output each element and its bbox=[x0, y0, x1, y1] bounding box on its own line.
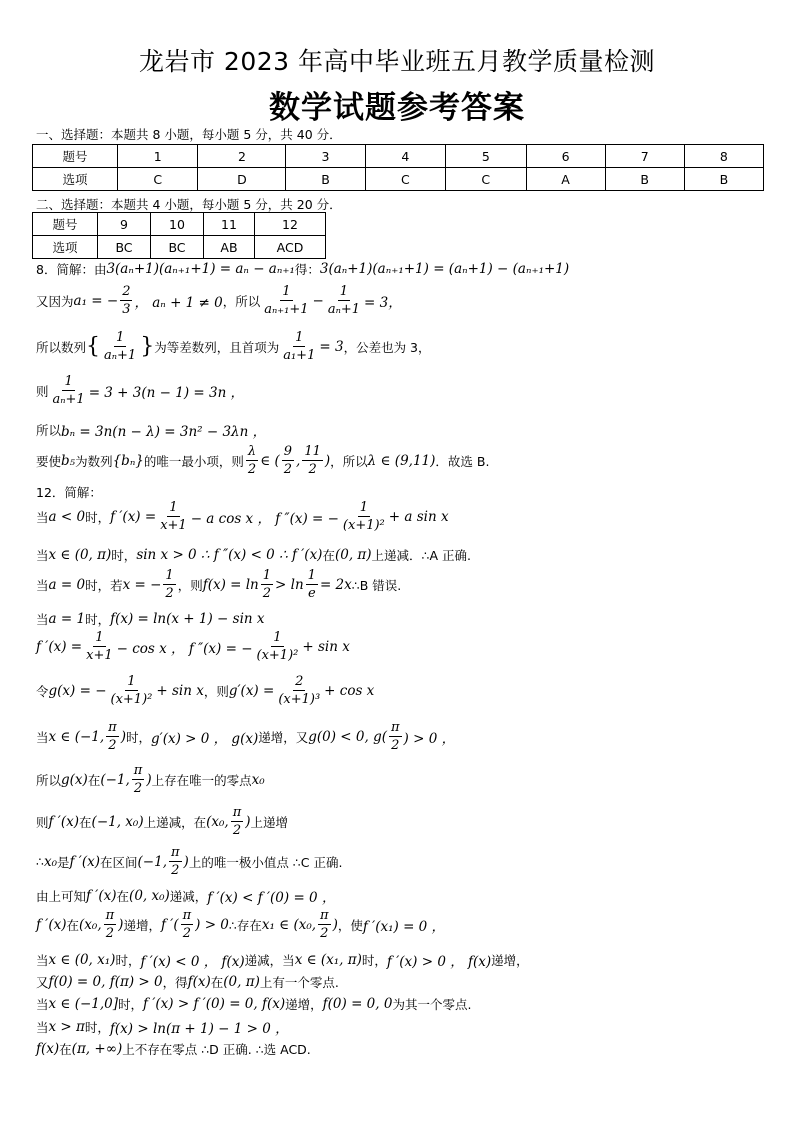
math-expression: + cos x bbox=[324, 682, 375, 699]
row-label-answer: 选项 bbox=[33, 236, 98, 259]
math-expression: ∈ ( bbox=[260, 452, 280, 469]
math-expression: f ′(x) bbox=[36, 916, 67, 933]
table-cell: 4 bbox=[365, 145, 445, 168]
table-cell: A bbox=[526, 168, 605, 191]
fraction bbox=[262, 284, 310, 317]
table-row bbox=[33, 213, 326, 236]
section2-heading: 二、选择题：本题共 4 小题，每小题 5 分，共 20 分． bbox=[36, 197, 342, 212]
solution-text: 令 bbox=[36, 683, 49, 699]
fraction-denominator: e bbox=[307, 586, 316, 601]
solution-line bbox=[36, 630, 350, 663]
solution-line bbox=[36, 1040, 311, 1058]
solution-text: 递减， bbox=[169, 889, 208, 904]
fraction bbox=[281, 330, 317, 363]
solution-text: 又 bbox=[36, 975, 49, 990]
math-expression: (x₀, bbox=[79, 916, 102, 933]
math-expression: f(x) = ln(x + 1) − sin x bbox=[110, 611, 265, 627]
solution-text: 为等差数列，且首项为 bbox=[154, 339, 280, 355]
solution-text: 上不存在零点 ∴D 正确. ∴选 ACD. bbox=[122, 1042, 311, 1057]
math-expression: (0, π) bbox=[334, 547, 372, 563]
math-expression: ) bbox=[118, 916, 124, 933]
fraction bbox=[104, 908, 117, 941]
solution-text: ∴存在 bbox=[228, 917, 262, 933]
fraction bbox=[318, 908, 331, 941]
fraction-denominator: x+1 bbox=[86, 648, 113, 663]
math-expression: f ′(x) = bbox=[110, 508, 157, 525]
math-expression: f ′( bbox=[160, 916, 179, 933]
fraction bbox=[51, 374, 87, 407]
table-cell: ACD bbox=[255, 236, 326, 259]
fraction-denominator: 2 bbox=[105, 926, 115, 941]
solution-line bbox=[36, 374, 244, 407]
math-expression: ) bbox=[146, 771, 152, 788]
solution-text: 在 bbox=[79, 814, 92, 830]
math-expression: (0, π) bbox=[223, 974, 260, 990]
fraction bbox=[169, 845, 182, 878]
math-expression: g′(x) = bbox=[228, 682, 275, 699]
solution-text: 时， bbox=[361, 953, 387, 968]
solution-text: 8．简解：由 bbox=[36, 262, 107, 277]
math-expression: − cos x ， f ″(x) = − bbox=[116, 640, 253, 657]
solution-text: 递增，又 bbox=[258, 729, 309, 745]
row-label-question: 题号 bbox=[33, 145, 118, 168]
solution-text: 上存在唯一的零点 bbox=[151, 772, 252, 788]
fraction-denominator: 2 bbox=[182, 926, 191, 941]
solution-text: 是 bbox=[56, 854, 70, 870]
fraction-numerator: 11 bbox=[304, 444, 321, 459]
table-cell: 2 bbox=[198, 145, 286, 168]
fraction bbox=[120, 284, 132, 317]
math-expression: a = 0 bbox=[48, 576, 86, 593]
fraction-numerator: 2 bbox=[122, 284, 131, 299]
math-expression: ) bbox=[324, 452, 331, 469]
solution-text: 当 bbox=[36, 953, 49, 968]
fraction-denominator: 2 bbox=[133, 781, 143, 796]
solution-text: 在 bbox=[322, 548, 335, 563]
solution-text: 时， bbox=[115, 953, 141, 968]
math-expression: = 3 bbox=[319, 338, 344, 355]
fraction-numerator: λ bbox=[247, 444, 257, 459]
math-expression: g′(x) > 0 ， g(x) bbox=[151, 730, 259, 747]
table-cell: 5 bbox=[446, 145, 526, 168]
table-cell: 10 bbox=[151, 213, 204, 236]
solution-line bbox=[36, 330, 431, 363]
math-expression: + sin x bbox=[156, 682, 204, 699]
math-expression: ) > 0 ， bbox=[403, 730, 456, 747]
fraction-numerator: 1 bbox=[262, 568, 272, 583]
table-cell: C bbox=[446, 168, 526, 191]
math-expression: − bbox=[312, 292, 324, 309]
fraction-denominator: 2 bbox=[232, 823, 242, 838]
math-expression: g(x) = − bbox=[48, 682, 107, 699]
fraction bbox=[246, 444, 258, 477]
math-expression: f(x) bbox=[36, 1041, 60, 1057]
fraction-denominator: 2 bbox=[171, 863, 180, 878]
fraction bbox=[109, 674, 155, 707]
math-expression: x ∈ (0, π) bbox=[48, 547, 112, 563]
math-expression: a < 0 bbox=[48, 508, 86, 525]
solution-line bbox=[36, 568, 401, 601]
solution-line bbox=[36, 845, 342, 878]
solution-line bbox=[36, 260, 569, 278]
page-subtitle: 数学试题参考答案 bbox=[269, 90, 525, 126]
math-expression: f(0) = 0, f(π) > 0 bbox=[48, 974, 163, 990]
fraction bbox=[102, 330, 138, 363]
solution-line bbox=[36, 950, 529, 970]
math-expression: (x₀, bbox=[206, 813, 229, 830]
math-expression: f ′(x) bbox=[48, 813, 80, 830]
table-cell: 9 bbox=[98, 213, 151, 236]
fraction-denominator: 2 bbox=[320, 926, 329, 941]
solution-text: 当 bbox=[36, 997, 49, 1012]
solution-text: 上的唯一极小值点 ∴C 正确. bbox=[188, 854, 343, 870]
fraction-denominator: 2 bbox=[283, 462, 293, 477]
solution-text: 当 bbox=[36, 729, 49, 745]
table-cell: 8 bbox=[684, 145, 763, 168]
solution-text: 在 bbox=[210, 975, 224, 990]
fraction-denominator: aₙ+1 bbox=[104, 348, 137, 363]
table-cell: 3 bbox=[286, 145, 365, 168]
fraction bbox=[306, 568, 318, 601]
math-expression: , bbox=[296, 452, 301, 469]
solution-text: 为其一个零点. bbox=[392, 997, 472, 1012]
solution-text: ，得 bbox=[162, 975, 188, 990]
solution-text: 又因为 bbox=[36, 293, 74, 309]
solution-text: 的唯一最小项，则 bbox=[143, 453, 244, 469]
math-expression: ) bbox=[332, 916, 338, 933]
solution-text: ，所以 bbox=[330, 453, 368, 469]
fraction-denominator: 2 bbox=[108, 738, 117, 753]
fraction-numerator: π bbox=[320, 908, 329, 923]
solution-line bbox=[36, 483, 102, 501]
math-expression: f ′(x₁) = 0 ， bbox=[362, 918, 446, 935]
fraction bbox=[163, 568, 175, 601]
math-expression: a = 1 bbox=[48, 611, 86, 627]
solution-line bbox=[36, 284, 402, 317]
solution-text: 则 bbox=[36, 383, 49, 399]
fraction bbox=[255, 630, 301, 663]
solution-line bbox=[36, 763, 265, 796]
fraction-denominator: 2 bbox=[165, 586, 174, 601]
solution-text: 12．简解： bbox=[36, 485, 102, 500]
solution-line bbox=[36, 720, 455, 753]
table-cell: B bbox=[684, 168, 763, 191]
solution-text: 时， bbox=[118, 997, 144, 1012]
math-expression: f ′(x) bbox=[86, 888, 117, 904]
solution-text: 时，若 bbox=[85, 577, 123, 593]
math-expression: ) bbox=[183, 853, 189, 870]
table-cell: AB bbox=[204, 236, 255, 259]
solution-line bbox=[36, 908, 445, 941]
math-expression: x₀ bbox=[43, 853, 57, 870]
solution-line bbox=[36, 674, 374, 707]
fraction-numerator: 1 bbox=[307, 568, 316, 583]
fraction-numerator: π bbox=[391, 720, 400, 735]
solution-text: 上递减，在 bbox=[143, 814, 207, 830]
math-expression: ) bbox=[245, 813, 251, 830]
math-expression: x ∈ (−1, bbox=[48, 728, 105, 745]
fraction-numerator: 1 bbox=[165, 568, 174, 583]
fraction-numerator: π bbox=[182, 908, 192, 923]
math-expression: − a cos x ， f ″(x) = − bbox=[190, 510, 339, 527]
solution-line bbox=[36, 444, 489, 477]
math-expression: f(0) = 0, 0 bbox=[322, 996, 393, 1012]
solution-line bbox=[36, 973, 339, 991]
table-cell: 12 bbox=[255, 213, 326, 236]
solution-text: 时， bbox=[126, 729, 152, 745]
fraction bbox=[302, 444, 323, 477]
solution-text: 所以 bbox=[36, 772, 62, 788]
fraction-numerator: 1 bbox=[273, 630, 282, 645]
table-row bbox=[33, 168, 764, 191]
math-expression: 3(aₙ+1)(aₙ₊₁+1) = aₙ − aₙ₊₁ bbox=[106, 261, 295, 277]
fraction bbox=[282, 444, 294, 477]
fraction-numerator: π bbox=[105, 908, 115, 923]
solution-text: 在区间 bbox=[100, 854, 138, 870]
fraction bbox=[132, 763, 145, 796]
math-expression: } bbox=[140, 334, 155, 359]
fraction bbox=[389, 720, 402, 753]
math-expression: + sin x bbox=[302, 638, 350, 655]
fraction-denominator: (x+1)³ bbox=[278, 692, 321, 707]
fraction-numerator: 9 bbox=[283, 444, 293, 459]
solution-text: 递增， bbox=[491, 953, 529, 968]
fraction-numerator: π bbox=[108, 720, 117, 735]
solution-text: 当 bbox=[36, 577, 49, 593]
fraction-numerator: 1 bbox=[115, 330, 125, 345]
table-cell: D bbox=[198, 168, 286, 191]
math-expression: ， aₙ + 1 ≠ 0 bbox=[134, 294, 223, 311]
fraction bbox=[106, 720, 119, 753]
page-title: 龙岩市 2023 年高中毕业班五月教学质量检测 bbox=[138, 47, 656, 76]
math-expression: (−1, bbox=[100, 771, 130, 788]
solution-text: 递减，当 bbox=[244, 953, 295, 968]
section1-heading: 一、选择题：本题共 8 小题，每小题 5 分，共 40 分． bbox=[36, 127, 342, 142]
solution-text: ．故选 B. bbox=[435, 453, 490, 469]
fraction-denominator: (x+1)² bbox=[342, 518, 385, 533]
table-cell: 7 bbox=[605, 145, 684, 168]
math-expression: b₅ bbox=[61, 452, 76, 469]
row-label-answer: 选项 bbox=[33, 168, 118, 191]
math-expression: x ∈ (0, x₁) bbox=[48, 952, 116, 968]
solution-text: 当 bbox=[36, 509, 49, 525]
solution-text: ，则 bbox=[203, 683, 229, 699]
math-expression: + a sin x bbox=[388, 508, 449, 525]
solution-text: 所以数列 bbox=[36, 339, 87, 355]
solution-text: 时， bbox=[111, 548, 137, 563]
fraction bbox=[231, 805, 244, 838]
solution-text: 由上可知 bbox=[36, 889, 87, 904]
solution-text: 在 bbox=[87, 772, 101, 788]
math-expression: { bbox=[86, 334, 101, 359]
fraction bbox=[158, 500, 189, 533]
math-expression: g(x) bbox=[61, 771, 88, 788]
table-cell: 11 bbox=[204, 213, 255, 236]
solution-line bbox=[36, 500, 449, 533]
math-expression: (π, +∞) bbox=[71, 1041, 123, 1057]
fraction-denominator: aₙ₊₁+1 bbox=[264, 302, 309, 317]
fraction-numerator: π bbox=[133, 763, 143, 778]
solution-text: 时， bbox=[85, 509, 111, 525]
table-cell: 1 bbox=[118, 145, 198, 168]
math-expression: ) > 0 bbox=[195, 916, 229, 933]
fraction-denominator: aₙ+1 bbox=[52, 392, 85, 407]
fraction-denominator: a₁+1 bbox=[283, 348, 316, 363]
fraction-denominator: aₙ+1 bbox=[327, 302, 361, 317]
solution-text: ∴ bbox=[36, 854, 44, 869]
fraction-numerator: π bbox=[232, 805, 242, 820]
solution-text: 递增， bbox=[285, 997, 323, 1012]
math-expression: f ′(x) > 0 ， f(x) bbox=[386, 954, 492, 970]
solution-text: ，使 bbox=[337, 917, 363, 933]
math-expression: f ′(x) < 0 ， f(x) bbox=[140, 954, 245, 970]
math-expression: x > π bbox=[48, 1019, 85, 1035]
math-expression: f(x) = ln bbox=[202, 576, 259, 593]
table-row bbox=[33, 145, 764, 168]
solution-text: 上有一个零点. bbox=[259, 975, 339, 990]
math-expression: f ′(x) = bbox=[36, 638, 83, 655]
solution-text: 为数列 bbox=[75, 453, 113, 469]
math-expression: f ′(x) bbox=[69, 853, 101, 870]
fraction-numerator: 1 bbox=[127, 674, 136, 689]
fraction-numerator: 1 bbox=[64, 374, 73, 389]
solution-text: 在 bbox=[66, 917, 80, 933]
solution-text: 上递减．∴A 正确. bbox=[371, 548, 471, 563]
solution-text: 递增， bbox=[123, 917, 161, 933]
math-expression: x ∈ (x₁, π) bbox=[294, 952, 362, 968]
table-cell: B bbox=[605, 168, 684, 191]
fraction-numerator: 1 bbox=[95, 630, 104, 645]
solution-text: 时， bbox=[85, 612, 111, 627]
solution-text: 当 bbox=[36, 612, 49, 627]
solution-text: 则 bbox=[36, 814, 49, 830]
table-cell: BC bbox=[98, 236, 151, 259]
math-expression: ) bbox=[120, 728, 126, 745]
math-expression: (0, x₀) bbox=[129, 888, 170, 904]
fraction-denominator: x+1 bbox=[160, 518, 187, 533]
fraction bbox=[341, 500, 387, 533]
math-expression: f ′(x) < f ′(0) = 0 ， bbox=[207, 890, 336, 906]
math-expression: > ln bbox=[275, 576, 304, 593]
table-row bbox=[33, 236, 326, 259]
solution-text: 在 bbox=[116, 889, 130, 904]
solution-line bbox=[36, 995, 471, 1013]
math-expression: {bₙ} bbox=[112, 452, 144, 469]
fraction-numerator: 1 bbox=[359, 500, 368, 515]
fraction bbox=[181, 908, 194, 941]
solution-text: 在 bbox=[59, 1042, 72, 1057]
fraction bbox=[84, 630, 115, 663]
math-expression: (−1, x₀) bbox=[91, 813, 144, 830]
math-expression: = 3 + 3(n − 1) = 3n ， bbox=[88, 384, 245, 401]
table-cell: B bbox=[286, 168, 365, 191]
fraction-numerator: 1 bbox=[295, 330, 304, 345]
math-expression: g(0) < 0, g( bbox=[308, 728, 387, 745]
fraction-numerator: 1 bbox=[169, 500, 178, 515]
fraction-denominator: (x+1)² bbox=[110, 692, 153, 707]
math-expression: f(x) bbox=[187, 974, 211, 990]
fraction bbox=[326, 284, 362, 317]
fraction-denominator: 2 bbox=[391, 738, 400, 753]
math-expression: f(x) > ln(π + 1) − 1 > 0 ， bbox=[109, 1021, 289, 1037]
solution-text: ，则 bbox=[177, 577, 203, 593]
solution-line bbox=[36, 805, 288, 838]
solution-line bbox=[36, 886, 335, 906]
section2-answer-table bbox=[32, 212, 326, 259]
math-expression: = 2x bbox=[319, 576, 352, 593]
solution-line bbox=[36, 420, 266, 440]
solution-line bbox=[36, 1017, 289, 1037]
math-expression: x ∈ (−1,0] bbox=[48, 996, 119, 1012]
fraction-denominator: (x+1)² bbox=[256, 648, 299, 663]
table-cell: 6 bbox=[526, 145, 605, 168]
solution-line bbox=[36, 610, 265, 628]
section1-answer-table bbox=[32, 144, 764, 191]
math-expression: x₀ bbox=[251, 771, 265, 788]
fraction-numerator: 1 bbox=[339, 284, 349, 299]
solution-text: 当 bbox=[36, 1020, 49, 1035]
solution-text: ∴B 错误. bbox=[351, 577, 402, 593]
math-expression: x = − bbox=[122, 576, 162, 593]
table-cell: C bbox=[118, 168, 198, 191]
math-expression: sin x > 0 ∴ f ″(x) < 0 ∴ f ′(x) bbox=[136, 547, 323, 563]
math-expression: 3(aₙ+1)(aₙ₊₁+1) = (aₙ+1) − (aₙ₊₁+1) bbox=[319, 261, 570, 277]
math-expression: bₙ = 3n(n − λ) = 3n² − 3λn ， bbox=[61, 424, 267, 440]
fraction bbox=[276, 674, 322, 707]
table-cell: BC bbox=[151, 236, 204, 259]
math-expression: (−1, bbox=[137, 853, 167, 870]
solution-text: ，所以 bbox=[222, 293, 261, 309]
solution-text: 当 bbox=[36, 548, 49, 563]
math-expression: = 3， bbox=[364, 294, 402, 311]
solution-text: 上递增 bbox=[250, 814, 289, 830]
math-expression: a₁ = − bbox=[73, 292, 119, 309]
math-expression: f ′(x) > f ′(0) = 0, f(x) bbox=[143, 996, 286, 1012]
solution-line bbox=[36, 546, 471, 564]
fraction-denominator: 2 bbox=[262, 586, 272, 601]
fraction-numerator: 1 bbox=[282, 284, 291, 299]
fraction-denominator: 2 bbox=[308, 462, 317, 477]
fraction-numerator: π bbox=[171, 845, 180, 860]
fraction-denominator: 3 bbox=[122, 302, 131, 317]
solution-text: 要使 bbox=[36, 453, 62, 469]
fraction bbox=[261, 568, 273, 601]
math-expression: λ ∈ (9,11) bbox=[367, 452, 436, 469]
row-label-question: 题号 bbox=[33, 213, 98, 236]
solution-text: ，公差也为 3， bbox=[343, 339, 431, 355]
solution-text: 时， bbox=[84, 1020, 110, 1035]
fraction-numerator: 2 bbox=[295, 674, 304, 689]
solution-text: 所以 bbox=[36, 423, 62, 438]
table-cell: C bbox=[365, 168, 445, 191]
math-expression: x₁ ∈ (x₀, bbox=[261, 916, 317, 933]
fraction-denominator: 2 bbox=[247, 462, 257, 477]
solution-text: 得： bbox=[294, 262, 320, 277]
